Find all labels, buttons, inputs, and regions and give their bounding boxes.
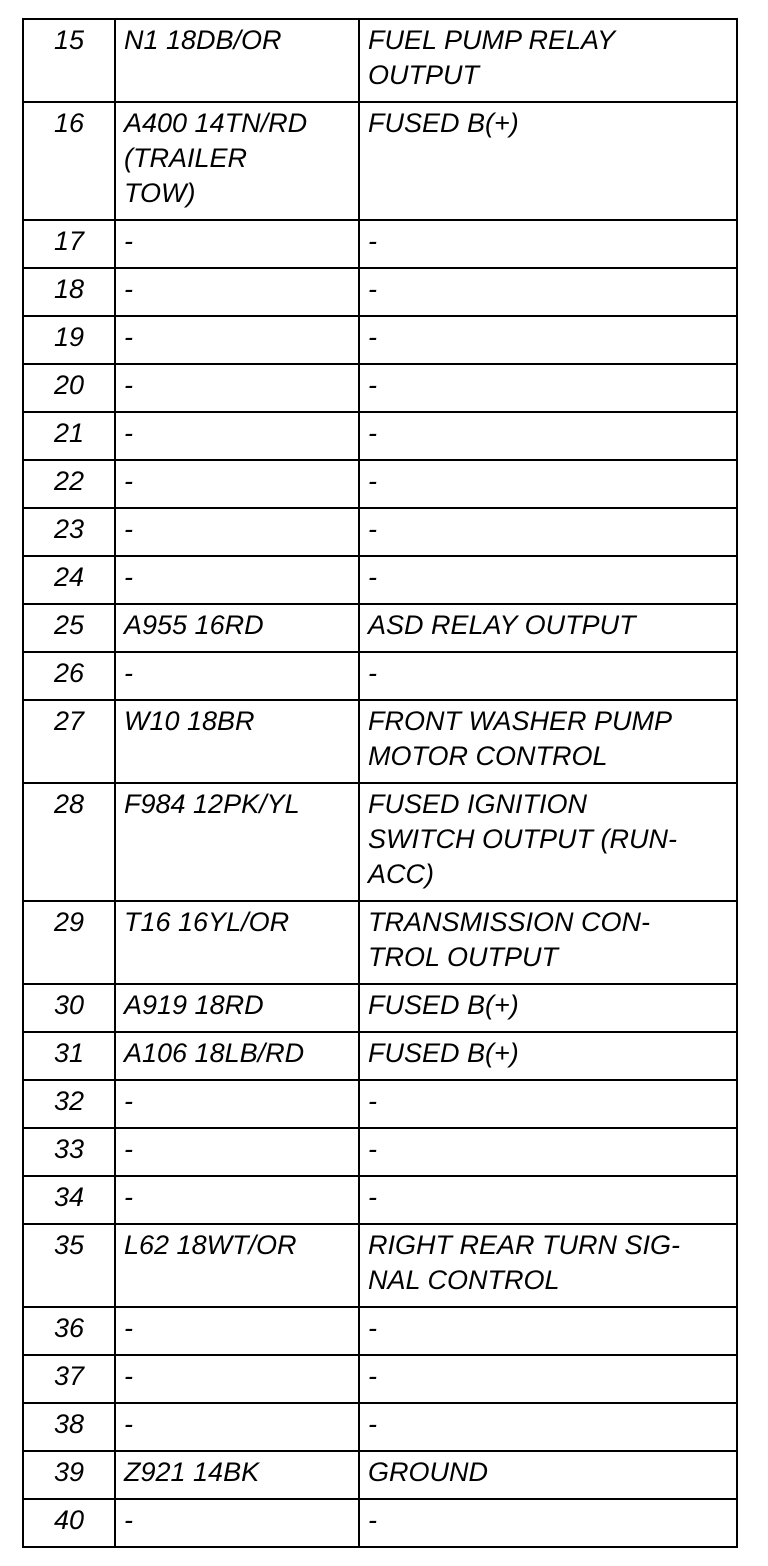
table-row — [23, 1032, 737, 1080]
table-row — [23, 984, 737, 1032]
function-cell: - — [359, 460, 737, 508]
table-row — [23, 220, 737, 268]
table-row — [23, 268, 737, 316]
cavity-number-cell: 25 — [23, 604, 115, 652]
function-cell: - — [359, 1499, 737, 1547]
circuit-cell: A400 14TN/RD (TRAILER TOW) — [115, 102, 359, 220]
cavity-number-cell: 19 — [23, 316, 115, 364]
cavity-number-cell: 32 — [23, 1080, 115, 1128]
function-cell: ASD RELAY OUTPUT — [359, 604, 737, 652]
circuit-cell: - — [115, 556, 359, 604]
function-cell: TRANSMISSION CON- TROL OUTPUT — [359, 901, 737, 984]
table-row — [23, 1403, 737, 1451]
cavity-number-cell: 22 — [23, 460, 115, 508]
function-cell: FUSED B(+) — [359, 984, 737, 1032]
function-cell: - — [359, 364, 737, 412]
table-row — [23, 604, 737, 652]
table-row — [23, 102, 737, 220]
circuit-cell: - — [115, 412, 359, 460]
table-row — [23, 1307, 737, 1355]
circuit-cell: A106 18LB/RD — [115, 1032, 359, 1080]
circuit-cell: - — [115, 652, 359, 700]
function-cell: - — [359, 652, 737, 700]
pinout-table-body — [23, 19, 737, 1547]
cavity-number-cell: 15 — [23, 19, 115, 102]
function-cell: FRONT WASHER PUMP MOTOR CONTROL — [359, 700, 737, 783]
table-row — [23, 556, 737, 604]
cavity-number-cell: 27 — [23, 700, 115, 783]
function-cell: - — [359, 1080, 737, 1128]
function-cell: GROUND — [359, 1451, 737, 1499]
circuit-cell: F984 12PK/YL — [115, 783, 359, 901]
cavity-number-cell: 34 — [23, 1176, 115, 1224]
table-row — [23, 1499, 737, 1547]
circuit-cell: - — [115, 1128, 359, 1176]
circuit-cell: - — [115, 460, 359, 508]
function-cell: - — [359, 1355, 737, 1403]
function-cell: - — [359, 1176, 737, 1224]
table-row — [23, 783, 737, 901]
cavity-number-cell: 39 — [23, 1451, 115, 1499]
function-cell: FUSED B(+) — [359, 1032, 737, 1080]
function-cell: - — [359, 508, 737, 556]
circuit-cell: - — [115, 1307, 359, 1355]
circuit-cell: A955 16RD — [115, 604, 359, 652]
table-row — [23, 508, 737, 556]
cavity-number-cell: 40 — [23, 1499, 115, 1547]
table-row — [23, 700, 737, 783]
cavity-number-cell: 30 — [23, 984, 115, 1032]
function-cell: - — [359, 412, 737, 460]
circuit-cell: - — [115, 364, 359, 412]
cavity-number-cell: 29 — [23, 901, 115, 984]
circuit-cell: N1 18DB/OR — [115, 19, 359, 102]
table-row — [23, 1451, 737, 1499]
cavity-number-cell: 20 — [23, 364, 115, 412]
cavity-number-cell: 21 — [23, 412, 115, 460]
circuit-cell: W10 18BR — [115, 700, 359, 783]
table-row — [23, 364, 737, 412]
function-cell: - — [359, 268, 737, 316]
table-row — [23, 1355, 737, 1403]
cavity-number-cell: 33 — [23, 1128, 115, 1176]
circuit-cell: - — [115, 1176, 359, 1224]
circuit-cell: Z921 14BK — [115, 1451, 359, 1499]
circuit-cell: - — [115, 220, 359, 268]
function-cell: - — [359, 1128, 737, 1176]
function-cell: FUEL PUMP RELAY OUTPUT — [359, 19, 737, 102]
cavity-number-cell: 36 — [23, 1307, 115, 1355]
function-cell: - — [359, 556, 737, 604]
cavity-number-cell: 17 — [23, 220, 115, 268]
circuit-cell: L62 18WT/OR — [115, 1224, 359, 1307]
table-row — [23, 652, 737, 700]
function-cell: - — [359, 1307, 737, 1355]
table-row — [23, 1176, 737, 1224]
circuit-cell: - — [115, 1499, 359, 1547]
function-cell: FUSED IGNITION SWITCH OUTPUT (RUN- ACC) — [359, 783, 737, 901]
cavity-number-cell: 26 — [23, 652, 115, 700]
circuit-cell: - — [115, 1355, 359, 1403]
cavity-number-cell: 23 — [23, 508, 115, 556]
cavity-number-cell: 31 — [23, 1032, 115, 1080]
table-row — [23, 19, 737, 102]
cavity-number-cell: 28 — [23, 783, 115, 901]
cavity-number-cell: 38 — [23, 1403, 115, 1451]
table-row — [23, 1128, 737, 1176]
circuit-cell: - — [115, 316, 359, 364]
function-cell: - — [359, 316, 737, 364]
circuit-cell: - — [115, 1403, 359, 1451]
table-row — [23, 460, 737, 508]
circuit-cell: T16 16YL/OR — [115, 901, 359, 984]
table-row — [23, 1080, 737, 1128]
circuit-cell: - — [115, 268, 359, 316]
function-cell: FUSED B(+) — [359, 102, 737, 220]
circuit-cell: - — [115, 1080, 359, 1128]
table-row — [23, 901, 737, 984]
cavity-number-cell: 37 — [23, 1355, 115, 1403]
cavity-number-cell: 18 — [23, 268, 115, 316]
circuit-cell: A919 18RD — [115, 984, 359, 1032]
table-row — [23, 1224, 737, 1307]
cavity-number-cell: 35 — [23, 1224, 115, 1307]
table-row — [23, 316, 737, 364]
cavity-number-cell: 16 — [23, 102, 115, 220]
table-row — [23, 412, 737, 460]
circuit-cell: - — [115, 508, 359, 556]
function-cell: RIGHT REAR TURN SIG- NAL CONTROL — [359, 1224, 737, 1307]
cavity-number-cell: 24 — [23, 556, 115, 604]
function-cell: - — [359, 1403, 737, 1451]
function-cell: - — [359, 220, 737, 268]
connector-pinout-table — [22, 18, 738, 1548]
